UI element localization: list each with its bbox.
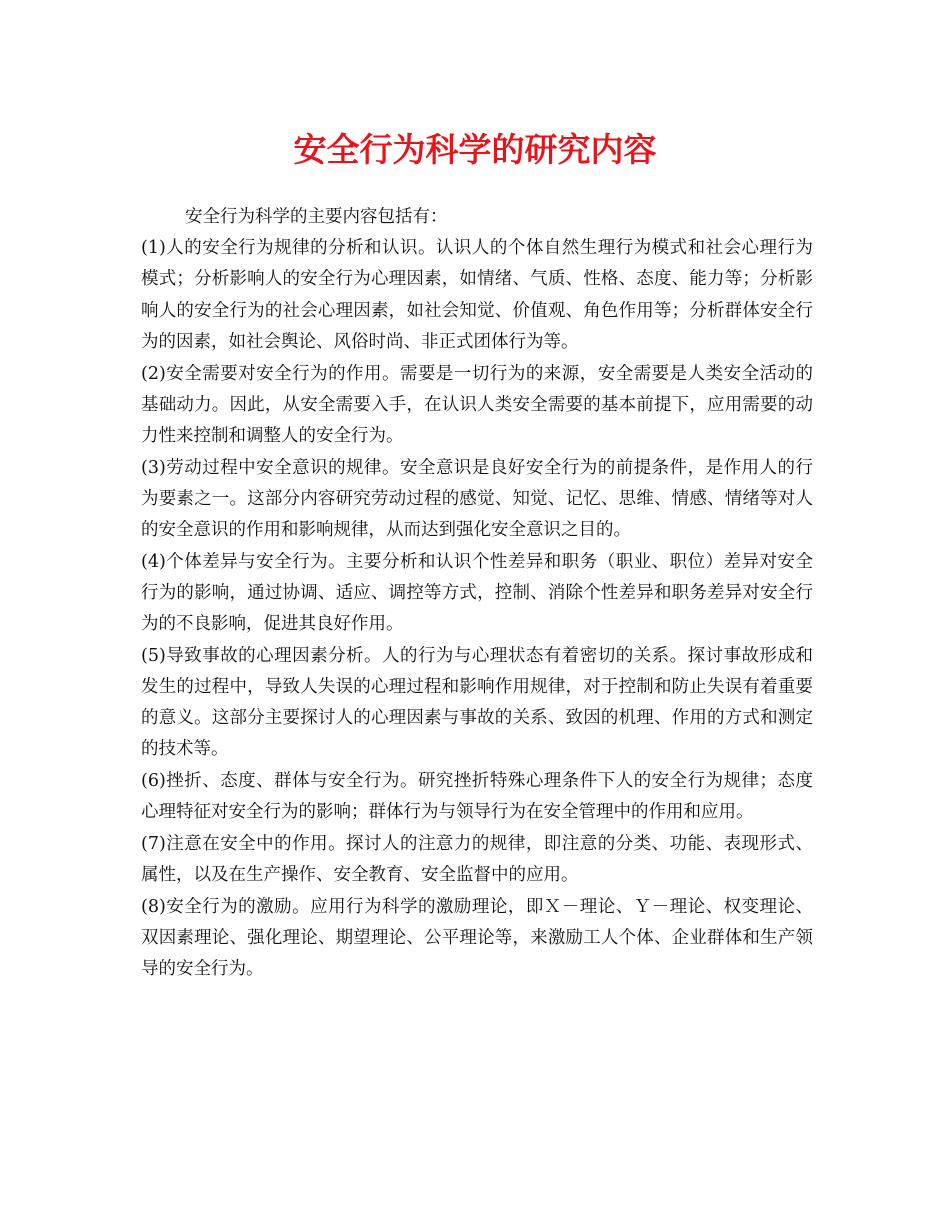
paragraph-1: (1)人的安全行为规律的分析和认识。认识人的个体自然生理行为模式和社会心理行为模式；分析影响人的安全行为心理因素，如情绪、气质、性格、态度、能力等；分析影响人的安全行为的社会心理因素，如社会知觉、价值观、角色作用等；分析群体安全行为的因素，如社会舆论、风俗时尚、非正式团体行为等。: [141, 238, 813, 352]
paragraph-6: (6)挫折、态度、群体与安全行为。研究挫折特殊心理条件下人的安全行为规律；态度心理特征对安全行为的影响；群体行为与领导行为在安全管理中的作用和应用。: [141, 771, 813, 823]
paragraph-3: (3)劳动过程中安全意识的规律。安全意识是良好安全行为的前提条件，是作用人的行为要素之一。这部分内容研究劳动过程的感觉、知觉、记忆、思维、情感、情绪等对人的安全意识的作用和影响规律，从而达到强化安全意识之目的。: [141, 457, 813, 541]
paragraph-8: (8)安全行为的激励。应用行为科学的激励理论，即Ｘ－理论、Ｙ－理论、权变理论、双因素理论、强化理论、期望理论、公平理论等，来激励工人个体、企业群体和生产领导的安全行为。: [141, 896, 813, 980]
paragraph-5: (5)导致事故的心理因素分析。人的行为与心理状态有着密切的关系。探讨事故形成和发生的过程中，导致人失误的心理过程和影响作用规律，对于控制和防止失误有着重要的意义。这部分主要探讨人的心理因素与事故的关系、致因的机理、作用的方式和测定的技术等。: [141, 645, 813, 760]
document-title: 安全行为科学的研究内容: [293, 130, 657, 169]
document-body: [141, 202, 813, 986]
paragraph-7: (7)注意在安全中的作用。探讨人的注意力的规律，即注意的分类、功能、表现形式、属性，以及在生产操作、安全教育、安全监督中的应用。: [141, 834, 813, 886]
paragraph-4: (4)个体差异与安全行为。主要分析和认识个性差异和职务（职业、职位）差异对安全行为的影响，通过协调、适应、调控等方式，控制、消除个性差异和职务差异对安全行为的不良影响，促进其良好作用。: [141, 551, 813, 635]
paragraph-2: (2)安全需要对安全行为的作用。需要是一切行为的来源，安全需要是人类安全活动的基础动力。因此，从安全需要入手，在认识人类安全需要的基本前提下，应用需要的动力性来控制和调整人的安全行为。: [141, 363, 813, 446]
intro-paragraph: 安全行为科学的主要内容包括有：: [185, 207, 448, 227]
